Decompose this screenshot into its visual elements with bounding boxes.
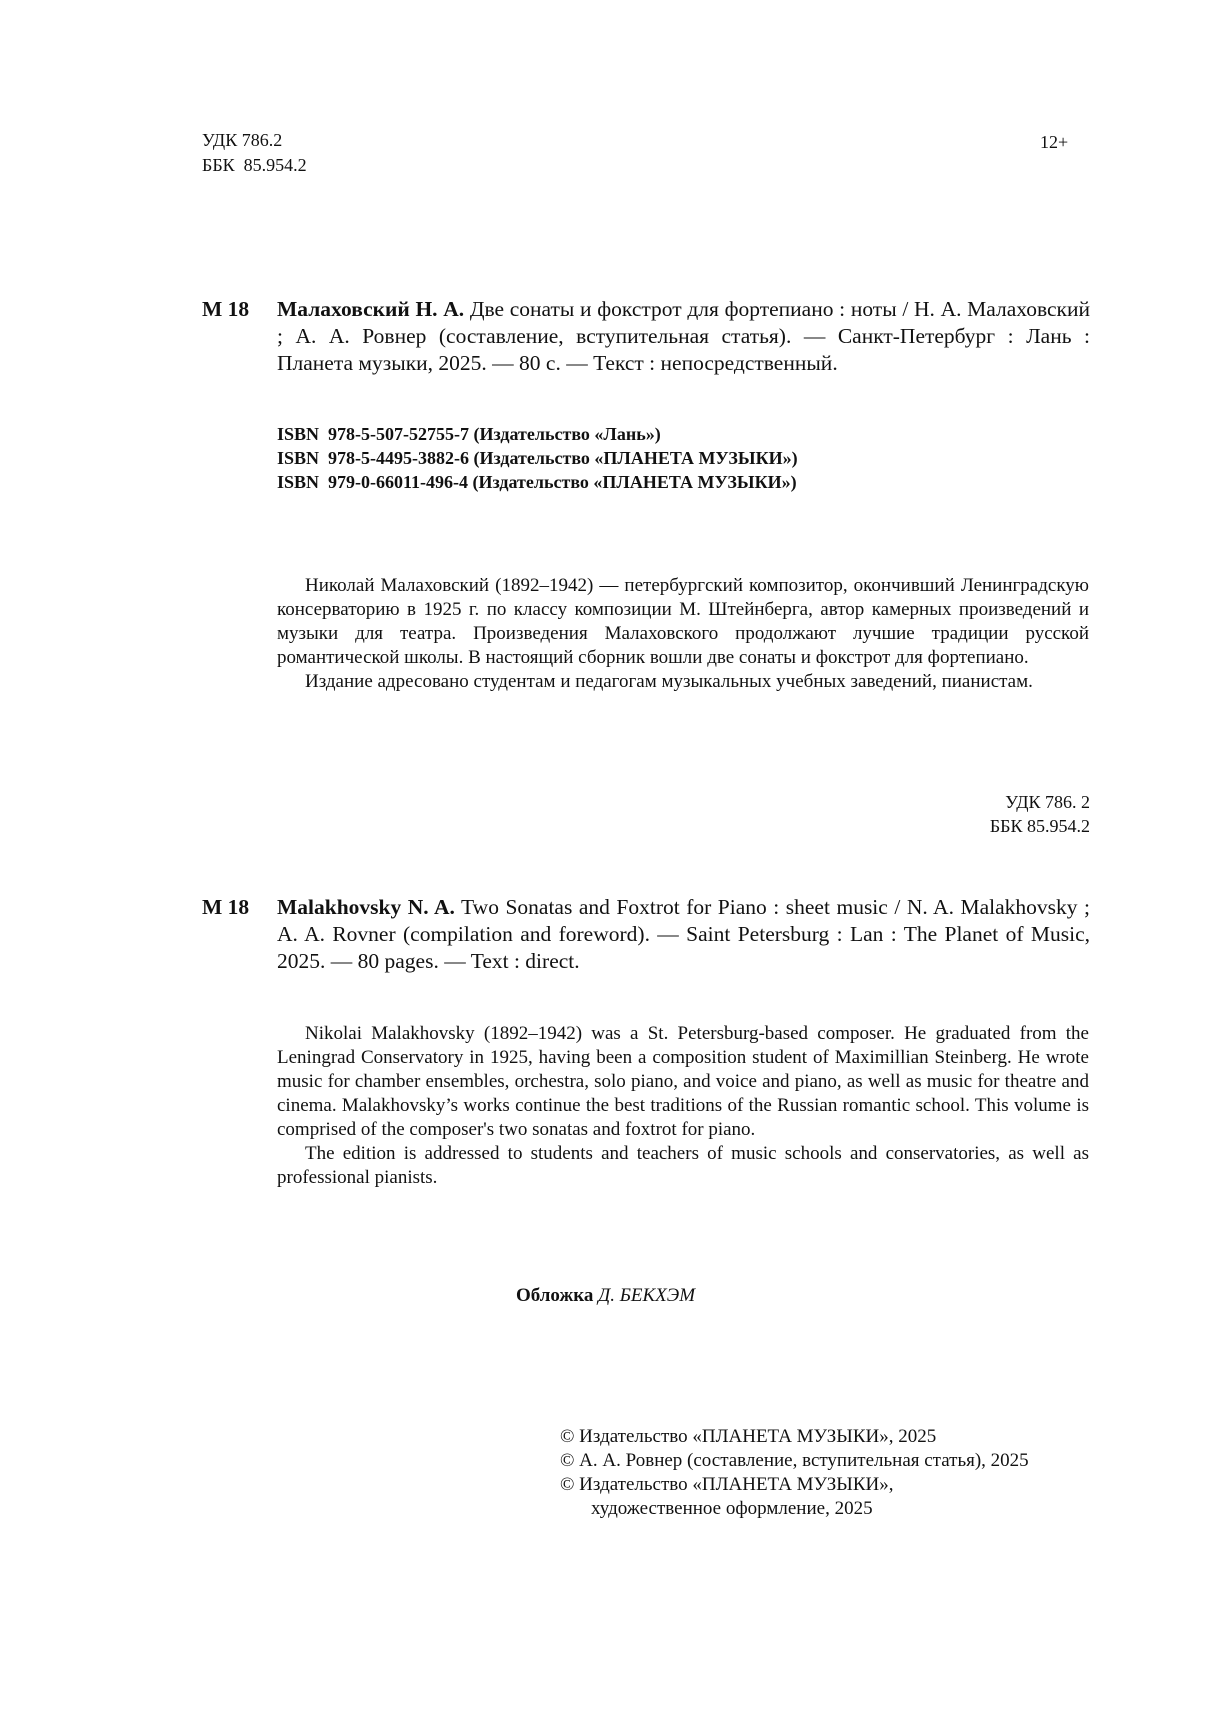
isbn-planeta-2: ISBN 979-0-66011-496-4 (Издательство «ПЛАНЕТА МУЗЫКИ») xyxy=(277,472,797,492)
header-udk: УДК 786.2 xyxy=(202,130,283,150)
en-code: М 18 xyxy=(202,895,250,919)
isbn-lan: ISBN 978-5-507-52755-7 (Издательство «Лань») xyxy=(277,424,661,444)
ru-entry-text: Две сонаты и фокстрот для фортепиано : ноты / Н. А. Малаховский ; А. А. Ровнер (составление, вступительная статья). — Санкт-Петербург : Лань : Планета музыки, 2025. — 80 с. — Текст : непосредственный. xyxy=(277,297,1090,375)
ru-bbk-right: ББК 85.954.2 xyxy=(989,816,1090,836)
ru-entry xyxy=(277,296,1090,377)
en-entry-text: Two Sonatas and Foxtrot for Piano : sheet music / N. A. Malakhovsky ; A. A. Rovner (compilation and foreword). — Saint Petersburg : Lan : The Planet of Music, 2025. — 80 pages. — Text : direct. xyxy=(277,895,1090,973)
en-abstract-p2: The edition is addressed to students and teachers of music schools and conservatories, as well as professional pianists. xyxy=(277,1143,1089,1188)
cover-credit xyxy=(0,1284,1211,1308)
ru-abstract-p2: Издание адресовано студентам и педагогам музыкальных учебных заведений, пианистам. xyxy=(305,671,1033,692)
en-abstract xyxy=(277,1022,1089,1190)
header-bbk: ББК 85.954.2 xyxy=(202,155,307,175)
en-abstract-p1: Nikolai Malakhovsky (1892–1942) was a St. Petersburg-based composer. He graduated from the Leningrad Conservatory in 1925, having been a composition student of Maximillian Steinberg. He wrote music for chamber ensembles, orchestra, solo piano, and voice and piano, as well as music for theatre and cinema. Malakhovsky’s works continue the best traditions of the Russian romantic school. This volume is comprised of the composer's two sonatas and foxtrot for piano. xyxy=(277,1023,1089,1140)
isbn-planeta-1: ISBN 978-5-4495-3882-6 (Издательство «ПЛАНЕТА МУЗЫКИ») xyxy=(277,448,798,468)
isbn-list xyxy=(277,422,798,494)
copyright-line: © Издательство «ПЛАНЕТА МУЗЫКИ», xyxy=(560,1474,894,1495)
en-author: Malakhovsky N. A. xyxy=(277,895,455,919)
ru-code: М 18 xyxy=(202,297,250,321)
copyright-line: © Издательство «ПЛАНЕТА МУЗЫКИ», 2025 xyxy=(560,1426,937,1447)
ru-abstract xyxy=(277,574,1089,694)
en-entry xyxy=(277,894,1090,975)
age-rating: 12+ xyxy=(1040,132,1069,152)
ru-abstract-p1: Николай Малаховский (1892–1942) — петербургский композитор, окончивший Ленинградскую консерваторию в 1925 г. по классу композиции М. Штейнберга, автор камерных произведений и музыки для театра. Произведения Малаховского продолжают лучшие традиции русской романтической школы. В настоящий сборник вошли две сонаты и фокстрот для фортепиано. xyxy=(277,575,1089,668)
copyright-line: © А. А. Ровнер (составление, вступительная статья), 2025 xyxy=(560,1450,1029,1471)
ru-udk-right: УДК 786. 2 xyxy=(1005,792,1090,812)
copyright-block xyxy=(560,1425,1029,1521)
cover-label: Обложка xyxy=(515,1285,594,1306)
cover-artist: Д. БЕКХЭМ xyxy=(598,1285,696,1306)
copyright-line: художественное оформление, 2025 xyxy=(591,1498,873,1519)
ru-author: Малаховский Н. А. xyxy=(277,297,465,321)
